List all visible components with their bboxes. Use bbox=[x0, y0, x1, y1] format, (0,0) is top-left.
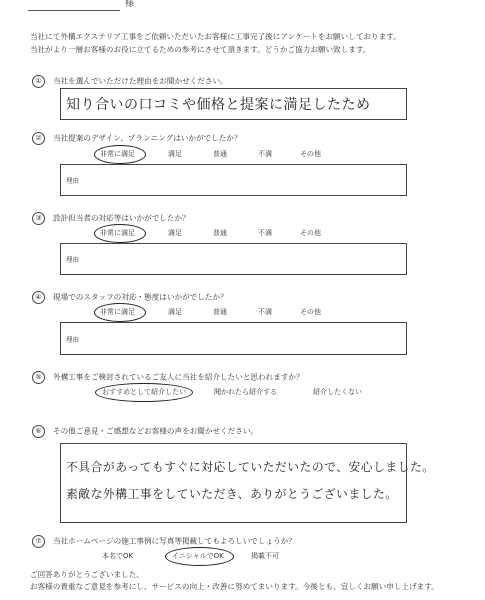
question-1 bbox=[32, 75, 228, 88]
answer-box-6[interactable] bbox=[60, 443, 407, 523]
selection-circle bbox=[94, 303, 146, 322]
closing-line-2: お客様の貴重なご意見を参考にし、サービスの向上・改善に努めてまいります。今後とも、宜しくお願い申し上げます。 bbox=[30, 582, 439, 591]
question-number: ⑦ bbox=[32, 535, 45, 548]
option-satisfied[interactable]: 満足 bbox=[168, 229, 182, 237]
option-if-asked[interactable]: 聞かれたら紹介する bbox=[214, 388, 277, 396]
intro-line-1: 当社にて外構エクステリア工事をご依頼いただいたお客様に工事完了後にアンケートをお願いしております。 bbox=[30, 32, 401, 41]
handwritten-answer-6-line-1: 不具合があってもすぐに対応していただいたので、安心しました。 bbox=[66, 460, 435, 474]
option-very-satisfied[interactable]: 非常に満足 bbox=[100, 308, 135, 316]
option-initials[interactable]: イニシャルでOK bbox=[172, 552, 224, 560]
option-recommend[interactable]: おすすめとして紹介したい bbox=[102, 388, 187, 396]
handwritten-answer-6-line-2: 素敵な外構工事をしていただき、ありがとうございました。 bbox=[66, 487, 398, 501]
question-number: ② bbox=[32, 132, 45, 145]
question-text: 当社提案のデザイン、プランニングはいかがでしたか？ bbox=[53, 133, 242, 143]
reason-box-4[interactable] bbox=[60, 322, 407, 355]
question-number: ⑥ bbox=[32, 425, 45, 438]
question-2 bbox=[32, 132, 242, 145]
question-number: ④ bbox=[32, 291, 45, 304]
option-other[interactable]: その他 bbox=[300, 150, 321, 158]
option-very-satisfied[interactable]: 非常に満足 bbox=[100, 150, 135, 158]
question-text: その他ご意見・ご感想などお客様の声をお聞かせください。 bbox=[53, 426, 259, 436]
option-normal[interactable]: 普通 bbox=[213, 150, 227, 158]
question-text: 当社を選んでいただけた理由をお聞かせください。 bbox=[53, 76, 228, 86]
reason-box-2[interactable] bbox=[60, 164, 407, 196]
option-other[interactable]: その他 bbox=[300, 229, 321, 237]
selection-circle bbox=[94, 224, 146, 243]
customer-name-field bbox=[28, 0, 120, 11]
intro-text bbox=[30, 30, 470, 56]
question-text: 現場でのスタッフの対応・態度はいかがでしたか？ bbox=[53, 292, 228, 302]
question-5 bbox=[32, 371, 304, 384]
option-satisfied[interactable]: 満足 bbox=[168, 308, 182, 316]
question-number: ⑤ bbox=[32, 371, 45, 384]
closing-line-1: ご回答ありがとうございました。 bbox=[30, 570, 144, 579]
question-text: 設計担当者の対応等はいかがでしたか？ bbox=[53, 213, 190, 223]
selection-circle bbox=[95, 383, 193, 402]
option-normal[interactable]: 普通 bbox=[213, 308, 227, 316]
question-text: 当社ホームページの施工事例に写真等掲載してもよろしいでしょうか？ bbox=[53, 536, 296, 546]
option-satisfied[interactable]: 満足 bbox=[168, 150, 182, 158]
reason-box-3[interactable] bbox=[60, 243, 407, 275]
option-dissatisfied[interactable]: 不満 bbox=[258, 308, 272, 316]
question-number: ① bbox=[32, 75, 45, 88]
question-4 bbox=[32, 291, 228, 304]
option-no-recommend[interactable]: 紹介したくない bbox=[313, 388, 362, 396]
option-dissatisfied[interactable]: 不満 bbox=[258, 150, 272, 158]
option-very-satisfied[interactable]: 非常に満足 bbox=[100, 229, 135, 237]
reason-label: 理由 bbox=[66, 176, 79, 185]
option-normal[interactable]: 普通 bbox=[213, 229, 227, 237]
question-6 bbox=[32, 425, 258, 438]
intro-line-2: 当社がより一層お客様のお役に立てるための参考にさせて頂きます。どうかご協力お願い致します。 bbox=[30, 45, 371, 54]
handwritten-answer-1: 知り合いの口コミや価格と提案に満足したため bbox=[66, 97, 371, 113]
reason-label: 理由 bbox=[66, 255, 79, 264]
question-number: ③ bbox=[32, 212, 45, 225]
closing-text bbox=[30, 569, 439, 593]
option-no-publish[interactable]: 掲載不可 bbox=[251, 552, 279, 560]
option-real-name[interactable]: 本名でOK bbox=[102, 552, 134, 560]
option-other[interactable]: その他 bbox=[300, 308, 321, 316]
selection-circle bbox=[94, 145, 146, 164]
reason-label: 理由 bbox=[66, 335, 79, 343]
selection-circle bbox=[165, 547, 234, 566]
question-7 bbox=[32, 535, 296, 548]
question-3 bbox=[32, 212, 190, 225]
option-dissatisfied[interactable]: 不満 bbox=[258, 229, 272, 237]
honorific: 様 bbox=[125, 0, 135, 9]
question-text: 外構工事をご検討されているご友人に当社を紹介したいと思われますか？ bbox=[53, 372, 304, 382]
